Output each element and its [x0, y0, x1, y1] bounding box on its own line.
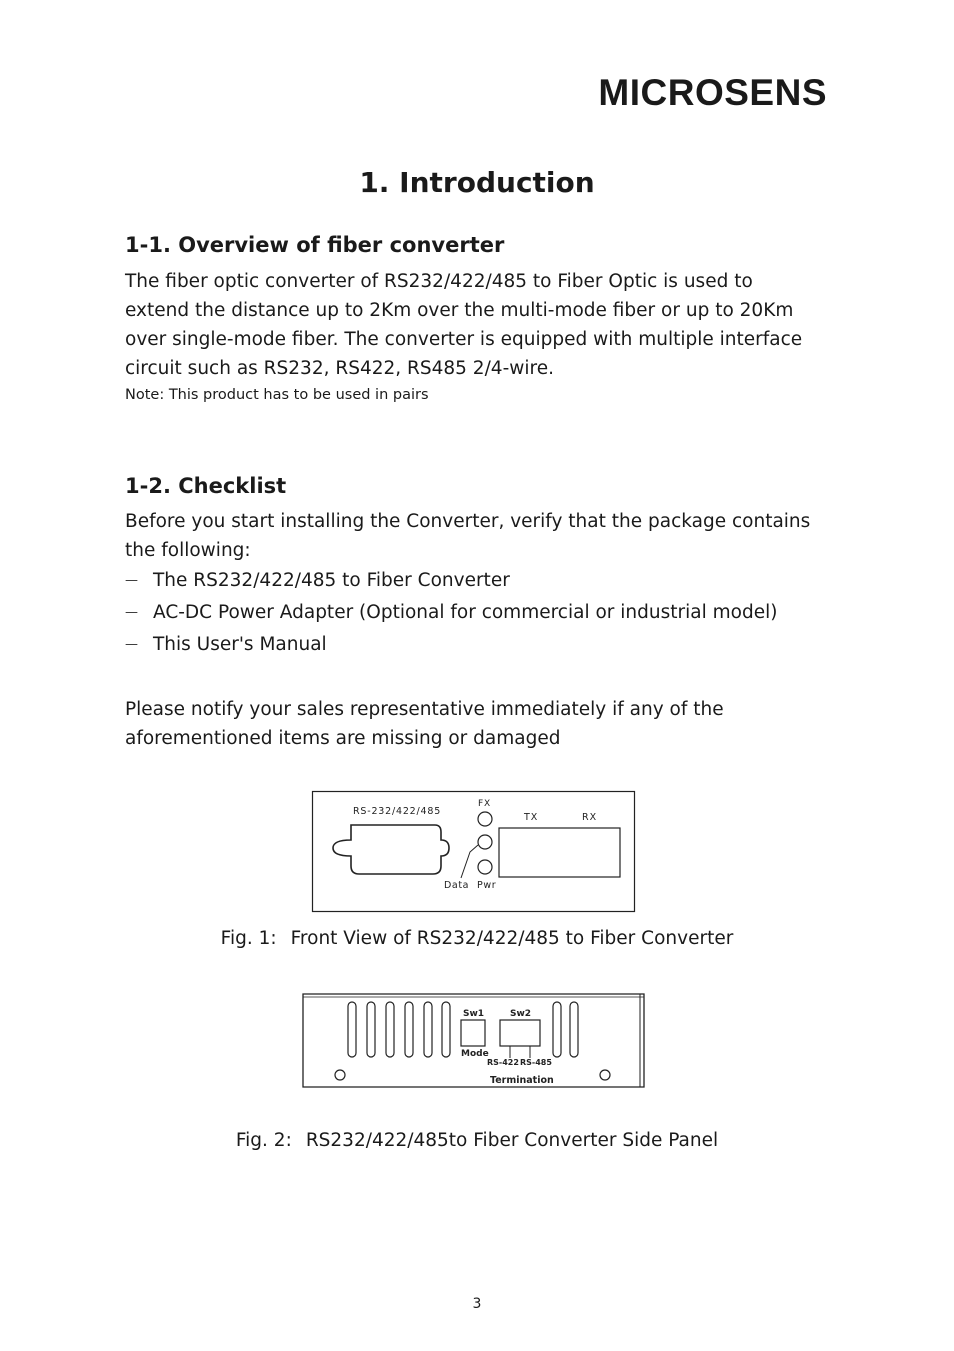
overview-note: Note: This product has to be used in pairs — [125, 387, 429, 403]
rx-label: RX — [582, 812, 598, 823]
tx-label: TX — [524, 812, 539, 823]
overview-heading: 1-1. Overview of fiber converter — [125, 233, 505, 257]
serial-port-label: RS-232/422/485 — [353, 806, 442, 817]
sw1-switch-icon — [461, 1020, 485, 1046]
fx-led-icon — [478, 812, 492, 826]
led-leader-line — [461, 845, 478, 878]
overview-line: extend the distance up to 2Km over the multi-mode fiber or up to 20Km — [125, 300, 794, 321]
figure1-caption-number: Fig. 1: — [220, 928, 277, 949]
checklist-intro — [125, 507, 835, 565]
data-led-icon — [478, 835, 492, 849]
vent-slot-icon — [424, 1002, 432, 1057]
vent-slot-icon — [386, 1002, 394, 1057]
checklist-intro-line: the following: — [125, 540, 251, 561]
checklist-heading: 1-2. Checklist — [125, 474, 287, 498]
checklist-item — [125, 634, 327, 655]
vent-slot-icon — [442, 1002, 450, 1057]
screw-hole-icon — [600, 1070, 610, 1080]
checklist-item — [125, 570, 510, 591]
checklist-intro-line: Before you start installing the Converter, verify that the package contains — [125, 511, 811, 532]
pwr-led-icon — [478, 860, 492, 874]
screw-hole-icon — [335, 1070, 345, 1080]
fx-label: FX — [478, 799, 491, 809]
vent-slot-icon — [553, 1002, 561, 1057]
bullet-mark: — — [125, 605, 138, 620]
rs422-label: RS-422 — [487, 1058, 519, 1067]
notify-paragraph — [125, 695, 835, 753]
side-panel-outline — [303, 994, 644, 1087]
termination-label: Termination — [490, 1075, 554, 1086]
overview-paragraph — [125, 267, 835, 383]
overview-line: The fiber optic converter of RS232/422/485 to Fiber Optic is used to — [125, 271, 753, 292]
sw2-switch-icon — [500, 1020, 540, 1046]
page-number: 3 — [472, 1296, 482, 1312]
figure1-caption-text: Front View of RS232/422/485 to Fiber Converter — [290, 928, 734, 949]
figure2-caption-text: RS232/422/485to Fiber Converter Side Panel — [305, 1130, 719, 1151]
vent-slot-icon — [367, 1002, 375, 1057]
data-led-label: Data — [444, 880, 470, 891]
checklist-item-text: This User's Manual — [153, 634, 327, 655]
db9-connector-icon — [333, 825, 449, 874]
figure2-caption — [0, 1130, 954, 1151]
overview-line: circuit such as RS232, RS422, RS485 2/4-wire. — [125, 358, 554, 379]
notify-line: Please notify your sales representative immediately if any of the — [125, 699, 724, 720]
vent-slot-icon — [570, 1002, 578, 1057]
bullet-mark: — — [125, 573, 138, 588]
figure2-caption-number: Fig. 2: — [235, 1130, 292, 1151]
notify-line: aforementioned items are missing or damaged — [125, 728, 561, 749]
vent-slot-icon — [405, 1002, 413, 1057]
mode-label: Mode — [461, 1049, 489, 1059]
checklist-item-text: The RS232/422/485 to Fiber Converter — [153, 570, 510, 591]
fiber-port-icon — [499, 828, 620, 877]
overview-line: over single-mode fiber. The converter is equipped with multiple interface — [125, 329, 803, 350]
checklist-item — [125, 602, 777, 623]
figure1-caption — [0, 928, 954, 949]
brand-logo: MICROSENS — [598, 72, 827, 113]
bullet-mark: — — [125, 637, 138, 652]
sw2-label: Sw2 — [510, 1009, 532, 1019]
pwr-led-label: Pwr — [477, 880, 497, 891]
sw1-label: Sw1 — [463, 1009, 485, 1019]
vent-slot-icon — [348, 1002, 356, 1057]
rs485-label: RS-485 — [520, 1058, 552, 1067]
chapter-title: 1. Introduction — [359, 166, 595, 199]
checklist-item-text: AC-DC Power Adapter (Optional for commercial or industrial model) — [153, 602, 778, 623]
figure-front-view — [311, 790, 636, 913]
figure-side-panel — [300, 990, 648, 1090]
